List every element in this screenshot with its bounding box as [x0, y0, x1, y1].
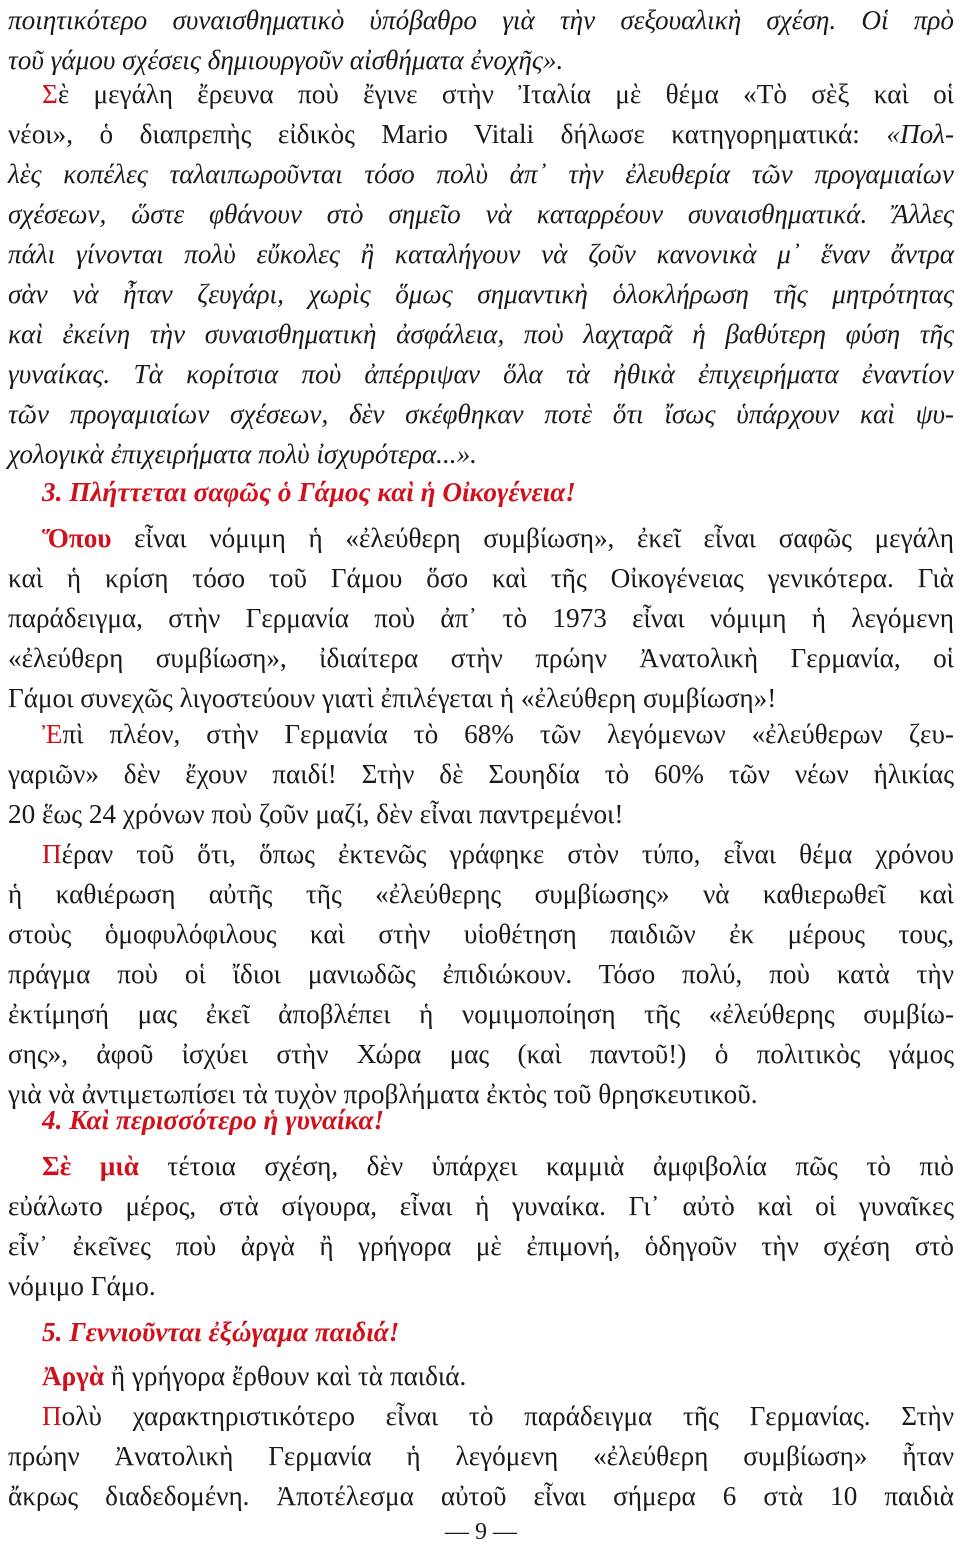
text-line: καὶ ἐκείνη τὴν συναισθηματικὴ ἀσφάλεια, ποὺ λαχταρᾶ ἡ βαθύτερη φύση τῆς	[8, 319, 954, 349]
text-line: σὰν νὰ ἦταν ζευγάρι, χωρὶς ὅμως σημαντικὴ ὁλοκλήρωση τῆς μητρότητας	[8, 279, 954, 309]
text-line: καὶ ἡ κρίση τόσο τοῦ Γάμου ὅσο καὶ τῆς Οἰκογένειας γενικότερα. Γιὰ	[8, 563, 954, 593]
text-line: ποιητικότερο συναισθηματικὸ ὑπόβαθρο γιὰ τὴν σεξουαλικὴ σχέση. Οἱ πρὸ	[8, 5, 954, 35]
text-line: «ἐλεύθερη συμβίωση», ἰδιαίτερα στὴν πρώην Ἀνατολικὴ Γερμανία, οἱ	[8, 643, 954, 673]
text-line: γαριῶν» δὲν ἔχουν παιδί! Στὴν δὲ Σουηδία τὸ 60% τῶν νέων ἡλικίας	[8, 759, 954, 789]
text-line: Πέραν τοῦ ὅτι, ὅπως ἐκτενῶς γράφηκε στὸν τύπο, εἶναι θέμα χρόνου	[42, 839, 954, 869]
section-heading: 5. Γεννιοῦνται ἐξώγαμα παιδιά!	[42, 1317, 400, 1347]
text-line: Γάμοι συνεχῶς λιγοστεύουν γιατὶ ἐπιλέγεται ἡ «ἐλεύθερη συμβίωση»!	[8, 683, 777, 713]
text-line: Σὲ μιὰ τέτοια σχέση, δὲν ὑπάρχει καμμιὰ ἀμφιβολία πῶς τὸ πιὸ	[42, 1151, 954, 1181]
text-line: τῶν προγαμιαίων σχέσεων, δὲν σκέφθηκαν ποτὲ ὅτι ἴσως ὑπάρχουν καὶ ψυ-	[8, 399, 954, 429]
section-heading: 4. Καὶ περισσότερο ἡ γυναίκα!	[42, 1105, 385, 1135]
drop-initial: Σὲ μιὰ	[42, 1151, 139, 1181]
text-line: σχέσεων, ὥστε φθάνουν στὸ σημεῖο νὰ καταρρέουν συναισθηματικά. Ἄλλες	[8, 199, 954, 229]
text-line: ἄκρως διαδεδομένη. Ἀποτέλεσμα αὐτοῦ εἶναι σήμερα 6 στὰ 10 παιδιὰ	[8, 1481, 954, 1511]
text-line: Πολὺ χαρακτηριστικότερο εἶναι τὸ παράδειγμα τῆς Γερμανίας. Στὴν	[42, 1401, 954, 1431]
text-line: στοὺς ὁμοφυλόφιλους καὶ στὴν υἱοθέτηση παιδιῶν ἐκ μέρους τους,	[8, 919, 954, 949]
text-line: λὲς κοπέλες ταλαιπωροῦνται τόσο πολὺ ἀπ᾽ τὴν ἐλευθερία τῶν προγαμιαίων	[8, 159, 954, 189]
text-line: παράδειγμα, στὴν Γερμανία ποὺ ἀπ᾽ τὸ 1973 εἶναι νόμιμη ἡ λεγόμενη	[8, 603, 954, 633]
text-line: πρώην Ἀνατολικὴ Γερμανία ἡ λεγόμενη «ἐλεύθερη συμβίωση» ἦταν	[8, 1441, 954, 1471]
drop-initial: Ἀργὰ	[42, 1361, 105, 1391]
text-line: Ὅπου εἶναι νόμιμη ἡ «ἐλεύθερη συμβίωση», ἐκεῖ εἶναι σαφῶς μεγάλη	[42, 523, 954, 553]
drop-initial: Π	[42, 1401, 62, 1431]
text-line: εὐάλωτο μέρος, στὰ σίγουρα, εἶναι ἡ γυναίκα. Γι᾽ αὐτὸ καὶ οἱ γυναῖκες	[8, 1191, 954, 1221]
text-line: ἡ καθιέρωση αὐτῆς τῆς «ἐλεύθερης συμβίωσης» νὰ καθιερωθεῖ καὶ	[8, 879, 954, 909]
text-line: ἐκτίμησή μας ἐκεῖ ἀποβλέπει ἡ νομιμοποίηση τῆς «ἐλεύθερης συμβίω-	[8, 999, 954, 1029]
text-line: πάλι γίνονται πολὺ εὔκολες ἢ καταλήγουν νὰ ζοῦν κανονικὰ μ᾽ ἕναν ἄντρα	[8, 239, 954, 269]
drop-initial: Π	[42, 839, 62, 869]
drop-initial: Ἐ	[42, 719, 63, 749]
text-line: τοῦ γάμου σχέσεις δημιουργοῦν αἰσθήματα ἐνοχῆς».	[8, 45, 564, 75]
section-heading: 3. Πλήττεται σαφῶς ὁ Γάμος καὶ ἡ Οἰκογένεια!	[42, 477, 576, 507]
page-number: — 9 —	[445, 1519, 517, 1545]
text-line: γιὰ νὰ ἀντιμετωπίσει τὰ τυχὸν προβλήματα ἐκτὸς τοῦ θρησκευτικοῦ.	[8, 1079, 758, 1109]
text-line: νόμιμο Γάμο.	[8, 1271, 156, 1301]
text-line: νέοι», ὁ διαπρεπὴς εἰδικὸς Mario Vitali δήλωσε κατηγορηματικά: «Πολ-	[8, 119, 954, 149]
text-line: Ἀργὰ ἢ γρήγορα ἔρθουν καὶ τὰ παιδιά.	[42, 1361, 467, 1391]
text-line: Ἐπὶ πλέον, στὴν Γερμανία τὸ 68% τῶν λεγόμενων «ἐλεύθερων ζευ-	[42, 719, 954, 749]
text-line: εἶν᾽ ἐκεῖνες ποὺ ἀργὰ ἢ γρήγορα μὲ ἐπιμονή, ὁδηγοῦν τὴν σχέση στὸ	[8, 1231, 954, 1261]
drop-initial: Ὅπου	[42, 523, 112, 553]
text-line: χολογικὰ ἐπιχειρήματα πολὺ ἰσχυρότερα...».	[8, 439, 477, 469]
text-line: 20 ἕως 24 χρόνων ποὺ ζοῦν μαζί, δὲν εἶναι παντρεμένοι!	[8, 799, 624, 829]
drop-initial: Σ	[42, 79, 58, 109]
text-line: Σὲ μεγάλη ἔρευνα ποὺ ἔγινε στὴν Ἰταλία μὲ θέμα «Τὸ σὲξ καὶ οἱ	[42, 79, 954, 109]
text-line: γυναίκας. Τὰ κορίτσια ποὺ ἀπέρριψαν ὅλα τὰ ἠθικὰ ἐπιχειρήματα ἐναντίον	[8, 359, 954, 389]
text-line: πράγμα ποὺ οἱ ἴδιοι μανιωδῶς ἐπιδιώκουν. Τόσο πολύ, ποὺ κατὰ τὴν	[8, 959, 954, 989]
text-line: σης», ἀφοῦ ἰσχύει στὴν Χώρα μας (καὶ παντοῦ!) ὁ πολιτικὸς γάμος	[8, 1039, 954, 1069]
